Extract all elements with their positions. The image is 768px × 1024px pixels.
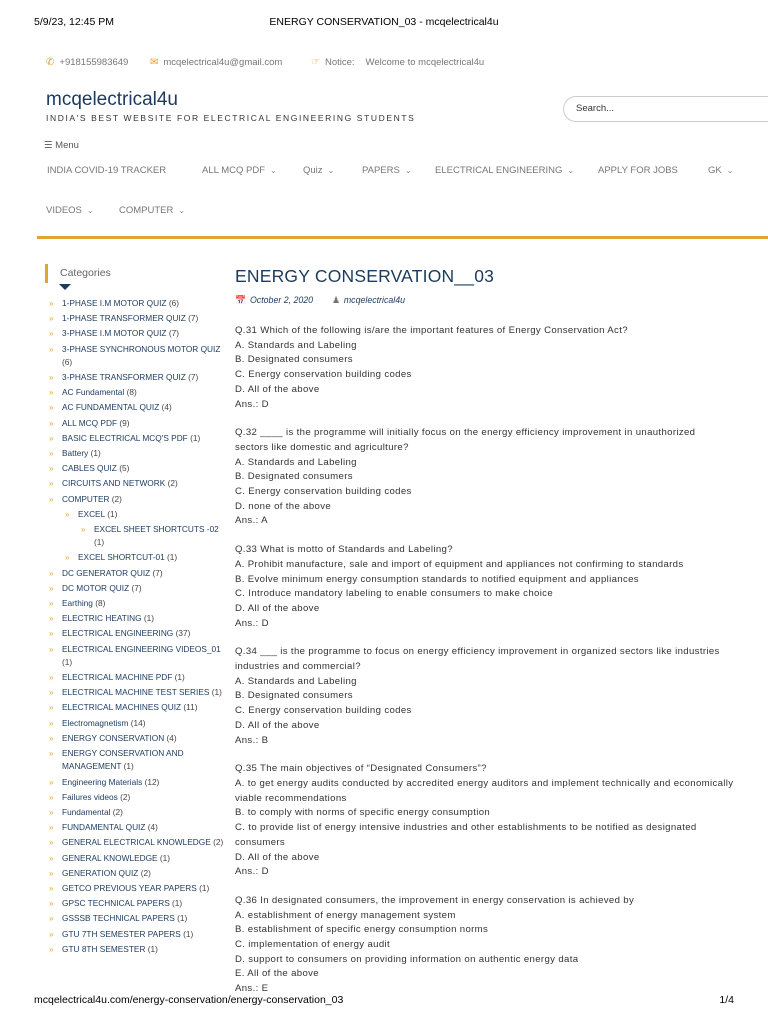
- category-label: ENERGY CONSERVATION: [62, 732, 165, 743]
- post-meta: [235, 295, 768, 306]
- category-count: (7): [188, 313, 199, 324]
- post-author[interactable]: mcqelectrical4u: [343, 295, 405, 305]
- chevron-down-icon: ⌄: [178, 206, 186, 215]
- double-chevron-right-icon: »: [49, 344, 54, 354]
- double-chevron-right-icon: »: [65, 553, 70, 563]
- double-chevron-right-icon: »: [49, 899, 54, 909]
- sidebar-category-item[interactable]: [45, 806, 225, 819]
- sidebar-category-item[interactable]: [45, 671, 225, 684]
- category-count: (14): [130, 717, 146, 728]
- category-label: 3-PHASE TRANSFORMER QUIZ: [62, 372, 186, 383]
- question-line: B. Designated consumers: [235, 471, 353, 483]
- category-label: GENERAL ELECTRICAL KNOWLEDGE: [62, 837, 211, 848]
- sidebar-category-item[interactable]: [45, 701, 225, 714]
- print-title: ENERGY CONSERVATION_03 - mcqelectrical4u: [269, 16, 499, 28]
- category-count: (12): [144, 776, 160, 787]
- category-label: Failures videos: [62, 791, 118, 802]
- question-block: [235, 426, 768, 529]
- double-chevron-right-icon: »: [49, 688, 54, 698]
- question-line: A. Standards and Labeling: [235, 675, 357, 687]
- double-chevron-right-icon: »: [49, 838, 54, 848]
- double-chevron-right-icon: »: [49, 718, 54, 728]
- sidebar-category-item[interactable]: [45, 882, 225, 895]
- site-tagline: INDIA'S BEST WEBSITE FOR ELECTRICAL ENGINEERING STUDENTS: [46, 113, 416, 123]
- double-chevron-right-icon: »: [49, 403, 54, 413]
- sidebar-category-item[interactable]: [45, 747, 225, 773]
- question-line: Q.32 ____ is the programme will initially focus on the energy efficiency improvement in unauthorized: [235, 427, 696, 439]
- question-line: E. All of the above: [235, 968, 319, 980]
- sidebar-category-item[interactable]: [45, 732, 225, 745]
- category-label: AC Fundamental: [62, 387, 125, 398]
- email-address: mcqelectrical4u@gmail.com: [163, 57, 283, 68]
- category-count: (1): [159, 852, 171, 863]
- question-block: [235, 543, 768, 631]
- category-count: (2): [111, 493, 122, 504]
- nav-item-papers[interactable]: PAPERS ⌄: [362, 165, 412, 176]
- category-label: FUNDAMENTAL QUIZ: [62, 822, 146, 833]
- sidebar-category-item[interactable]: [45, 551, 225, 564]
- category-label: 1-PHASE I.M MOTOR QUIZ: [62, 298, 167, 308]
- category-label: GENERAL KNOWLEDGE: [62, 852, 158, 863]
- question-line: Ans.: A: [235, 515, 268, 527]
- double-chevron-right-icon: »: [49, 568, 54, 578]
- sidebar-category-item[interactable]: [45, 686, 225, 699]
- category-label: GPSC TECHNICAL PAPERS: [62, 898, 170, 909]
- sidebar-category-item[interactable]: [45, 386, 225, 399]
- category-count: (7): [168, 328, 179, 339]
- nav-item-gk[interactable]: GK ⌄: [708, 165, 734, 176]
- question-line: D. support to consumers on providing information on authentic energy data: [235, 953, 579, 965]
- double-chevron-right-icon: »: [49, 494, 54, 504]
- notice: [311, 57, 484, 68]
- question-line: C. to provide list of energy intensive industries and other establishments to be notified as designated: [235, 822, 697, 834]
- question-line: Q.33 What is motto of Standards and Labeling?: [235, 544, 453, 556]
- post-date[interactable]: October 2, 2020: [249, 295, 314, 305]
- double-chevron-right-icon: »: [49, 807, 54, 817]
- category-count: (2): [140, 867, 151, 878]
- question-line: D. All of the above: [235, 383, 320, 395]
- category-count: (1): [107, 508, 118, 519]
- print-page-number: 1/4: [719, 994, 734, 1006]
- category-label: GENERATION QUIZ: [62, 867, 139, 878]
- category-label: Electromagnetism: [62, 717, 129, 728]
- thumbs-up-icon: ☞: [311, 57, 320, 68]
- chevron-down-icon: ⌄: [270, 166, 277, 175]
- sidebar-category-item[interactable]: [45, 612, 225, 625]
- category-count: (2): [120, 791, 131, 802]
- category-label: Fundamental: [62, 806, 111, 817]
- nav-item-covid-tracker[interactable]: INDIA COVID-19 TRACKER: [47, 165, 167, 176]
- category-count: (9): [119, 417, 130, 428]
- sidebar-category-item[interactable]: [45, 928, 225, 941]
- question-line: C. Energy conservation building codes: [235, 369, 412, 381]
- category-count: (7): [188, 372, 199, 383]
- question-line: B. establishment of specific energy consumption norms: [235, 924, 489, 936]
- question-line: Ans.: B: [235, 734, 269, 746]
- category-count: (1): [211, 687, 222, 698]
- double-chevron-right-icon: »: [49, 733, 54, 743]
- phone-number: +918155983649: [59, 57, 129, 68]
- phone-icon: ✆: [46, 57, 55, 68]
- nav-item-videos[interactable]: VIDEOS ⌄: [46, 205, 94, 216]
- print-date: 5/9/23, 12:45 PM: [34, 16, 114, 28]
- question-line: D. All of the above: [235, 602, 320, 614]
- double-chevron-right-icon: »: [49, 479, 54, 489]
- double-chevron-right-icon: »: [49, 777, 54, 787]
- category-count: (1): [177, 913, 188, 924]
- notice-label: Notice:: [324, 57, 355, 68]
- category-count: (1): [90, 448, 101, 459]
- sidebar-category-item[interactable]: [45, 493, 225, 506]
- double-chevron-right-icon: »: [49, 388, 54, 398]
- question-block: [235, 324, 768, 412]
- sidebar-category-item[interactable]: [45, 523, 225, 549]
- category-count: (8): [95, 598, 106, 609]
- chevron-down-icon: ⌄: [86, 206, 94, 215]
- nav-divider: [37, 236, 768, 239]
- question-line: B. Designated consumers: [235, 354, 353, 366]
- menu-toggle[interactable]: [44, 140, 79, 151]
- nav-item-computer[interactable]: COMPUTER ⌄: [119, 205, 186, 216]
- site-logo-text[interactable]: mcqelectrical4u: [46, 89, 178, 110]
- double-chevron-right-icon: »: [49, 792, 54, 802]
- sidebar-category-item[interactable]: [45, 582, 225, 595]
- question-line: Q.31 Which of the following is/are the important features of Energy Conservation Act?: [235, 325, 628, 336]
- question-line: A. Standards and Labeling: [235, 456, 357, 468]
- question-line: A. Prohibit manufacture, sale and import of equipment and appliances not confirming to standards: [235, 558, 684, 570]
- question-line: D. All of the above: [235, 851, 320, 863]
- category-label: EXCEL SHORTCUT-01: [78, 552, 165, 563]
- sidebar-category-item[interactable]: [45, 836, 225, 849]
- category-label: GSSSB TECHNICAL PAPERS: [62, 913, 175, 924]
- category-label: COMPUTER: [62, 493, 110, 504]
- category-label: ELECTRICAL MACHINE TEST SERIES: [62, 687, 210, 698]
- question-line: C. Energy conservation building codes: [235, 486, 412, 498]
- phone-contact[interactable]: [46, 57, 128, 68]
- sidebar-category-item[interactable]: [45, 371, 225, 384]
- question-line: D. All of the above: [235, 719, 320, 731]
- sidebar-category-item[interactable]: [45, 627, 225, 640]
- notice-text: Welcome to mcqelectrical4u: [365, 57, 485, 68]
- category-count: (1): [190, 432, 201, 443]
- sidebar-category-item[interactable]: [45, 327, 225, 340]
- category-label: Engineering Materials: [62, 776, 143, 787]
- category-count: (8): [126, 387, 137, 398]
- category-count: (1): [147, 943, 158, 954]
- question-line: Ans.: D: [235, 617, 269, 629]
- question-line: Q.34 ___ is the programme to focus on energy efficiency improvement in organized sectors like industries: [235, 646, 720, 658]
- sidebar-category-item[interactable]: [45, 343, 225, 369]
- calendar-icon: 📅: [235, 295, 246, 305]
- category-label: ELECTRICAL ENGINEERING VIDEOS_01: [62, 643, 221, 654]
- sidebar-category-item[interactable]: [45, 821, 225, 834]
- category-label: ELECTRIC HEATING: [62, 613, 142, 624]
- category-label: BASIC ELECTRICAL MCQ'S PDF: [62, 432, 188, 443]
- category-count: (6): [168, 298, 179, 308]
- sidebar-category-item[interactable]: [45, 791, 225, 804]
- sidebar-category-item[interactable]: [45, 643, 225, 669]
- sidebar-category-item[interactable]: [45, 508, 225, 521]
- double-chevron-right-icon: »: [49, 433, 54, 443]
- category-count: (2): [213, 837, 224, 848]
- question-line: C. Energy conservation building codes: [235, 705, 412, 717]
- question-line: C. Introduce mandatory labeling to enable consumers to make choice: [235, 588, 554, 600]
- category-count: (4): [161, 402, 172, 413]
- double-chevron-right-icon: »: [49, 329, 54, 339]
- question-line: Q.36 In designated consumers, the improvement in energy conservation is achieved by: [235, 894, 635, 906]
- double-chevron-right-icon: »: [49, 583, 54, 593]
- print-url: mcqelectrical4u.com/energy-conservation/energy-conservation_03: [34, 994, 344, 1006]
- category-count: (6): [62, 356, 73, 367]
- nav-item-all-mcq-pdf[interactable]: ALL MCQ PDF ⌄: [202, 165, 277, 176]
- hamburger-icon: ☰: [44, 140, 53, 151]
- sidebar-category-item[interactable]: [45, 462, 225, 475]
- category-count: (4): [147, 822, 158, 833]
- category-count: (2): [112, 806, 123, 817]
- question-list: [235, 324, 768, 997]
- category-label: EXCEL: [78, 508, 105, 519]
- category-label: DC MOTOR QUIZ: [62, 582, 130, 593]
- category-label: 3-PHASE SYNCHRONOUS MOTOR QUIZ: [62, 343, 221, 354]
- sidebar-category-item[interactable]: [45, 776, 225, 789]
- double-chevron-right-icon: »: [49, 464, 54, 474]
- sidebar-category-item[interactable]: [45, 717, 225, 730]
- double-chevron-right-icon: »: [49, 853, 54, 863]
- double-chevron-right-icon: »: [49, 883, 54, 893]
- category-count: (2): [167, 478, 178, 489]
- double-chevron-right-icon: »: [49, 299, 54, 308]
- question-block: [235, 762, 768, 880]
- sidebar-category-item[interactable]: [45, 447, 225, 460]
- double-chevron-right-icon: »: [49, 823, 54, 833]
- nav-item-apply-for-jobs[interactable]: APPLY FOR JOBS: [598, 165, 678, 176]
- category-label: ALL MCQ PDF: [62, 417, 118, 428]
- category-label: GETCO PREVIOUS YEAR PAPERS: [62, 882, 197, 893]
- menu-label: Menu: [55, 140, 79, 151]
- sidebar-category-item[interactable]: [45, 477, 225, 490]
- category-label: CABLES QUIZ: [62, 463, 117, 474]
- question-line: A. Standards and Labeling: [235, 339, 357, 351]
- double-chevron-right-icon: »: [49, 614, 54, 624]
- category-count: (37): [175, 628, 191, 639]
- sidebar-category-item[interactable]: [45, 297, 225, 310]
- category-count: (1): [94, 537, 105, 548]
- question-line: Q.35 The main objectives of “Designated Consumers”?: [235, 763, 487, 775]
- top-contact-bar: [46, 57, 768, 71]
- category-label: 1-PHASE TRANSFORMER QUIZ: [62, 313, 186, 324]
- question-line: sectors like domestic and agriculture?: [235, 441, 409, 453]
- question-line: D. none of the above: [235, 500, 332, 512]
- question-line: C. implementation of energy audit: [235, 939, 391, 951]
- category-count: (1): [123, 761, 134, 772]
- nav-item-electrical-engineering[interactable]: ELECTRICAL ENGINEERING ⌄: [435, 165, 575, 176]
- double-chevron-right-icon: »: [49, 418, 54, 428]
- chevron-down-icon: ⌄: [404, 166, 412, 175]
- category-label: CIRCUITS AND NETWORK: [62, 478, 166, 489]
- question-line: Ans.: E: [235, 983, 269, 995]
- category-count: (1): [62, 656, 73, 667]
- double-chevron-right-icon: »: [49, 868, 54, 878]
- chevron-down-icon: ⌄: [726, 166, 734, 175]
- category-label: ENERGY CONSERVATION AND MANAGEMENT: [62, 748, 184, 772]
- category-label: DC GENERATOR QUIZ: [62, 567, 151, 578]
- double-chevron-right-icon: »: [81, 525, 86, 535]
- page-title: ENERGY CONSERVATION__03: [235, 266, 495, 286]
- double-chevron-right-icon: »: [49, 449, 54, 459]
- post-content: [235, 266, 768, 1011]
- question-line: viable recommendations: [235, 792, 347, 804]
- category-count: (5): [119, 463, 130, 474]
- double-chevron-right-icon: »: [49, 373, 54, 383]
- category-label: GTU 8TH SEMESTER: [62, 943, 146, 954]
- category-label: GTU 7TH SEMESTER PAPERS: [62, 928, 181, 939]
- chevron-down-icon: ⌄: [327, 166, 335, 175]
- sidebar-category-item[interactable]: [45, 417, 225, 430]
- category-label: 3-PHASE I.M MOTOR QUIZ: [62, 328, 167, 339]
- question-line: A. to get energy audits conducted by accredited energy auditors and implement technically and economically: [235, 777, 734, 789]
- caret-down-icon: [59, 284, 71, 290]
- category-label: EXCEL SHEET SHORTCUTS -02: [94, 524, 219, 535]
- nav-item-quiz[interactable]: Quiz ⌄: [303, 165, 335, 176]
- sidebar-category-item[interactable]: [45, 912, 225, 925]
- question-line: B. Evolve minimum energy consumption standards to notified equipment and appliances: [235, 573, 639, 585]
- envelope-icon: ✉: [150, 57, 159, 68]
- question-line: B. to comply with norms of specific energy consumption: [235, 807, 491, 819]
- double-chevron-right-icon: »: [49, 599, 54, 609]
- category-label: ELECTRICAL ENGINEERING: [62, 628, 174, 639]
- category-count: (1): [167, 552, 178, 563]
- user-icon: ♟: [331, 295, 340, 305]
- double-chevron-right-icon: »: [49, 944, 54, 954]
- sidebar-category-item[interactable]: [45, 597, 225, 610]
- category-count: (1): [183, 928, 194, 939]
- double-chevron-right-icon: »: [49, 629, 54, 639]
- category-label: AC FUNDAMENTAL QUIZ: [62, 402, 160, 413]
- print-header: [34, 16, 734, 30]
- sidebar-category-item[interactable]: [45, 312, 225, 325]
- category-count: (4): [166, 732, 177, 743]
- sidebar-category-item[interactable]: [45, 897, 225, 910]
- category-label: ELECTRICAL MACHINE PDF: [62, 672, 173, 683]
- category-label: ELECTRICAL MACHINES QUIZ: [62, 702, 182, 713]
- category-label: Battery: [62, 448, 89, 459]
- category-label: Earthing: [62, 598, 93, 609]
- category-count: (11): [183, 702, 198, 713]
- question-line: Ans.: D: [235, 398, 269, 410]
- double-chevron-right-icon: »: [49, 703, 54, 713]
- double-chevron-right-icon: »: [49, 314, 54, 324]
- category-count: (7): [152, 567, 163, 578]
- double-chevron-right-icon: »: [49, 673, 54, 683]
- question-line: B. Designated consumers: [235, 690, 353, 702]
- question-line: Ans.: D: [235, 866, 269, 878]
- category-count: (1): [172, 898, 183, 909]
- double-chevron-right-icon: »: [49, 914, 54, 924]
- sidebar-category-item[interactable]: [45, 867, 225, 880]
- category-count: (1): [174, 672, 185, 683]
- question-block: [235, 894, 768, 997]
- email-contact[interactable]: [150, 57, 282, 68]
- double-chevron-right-icon: »: [49, 749, 54, 759]
- sidebar-category-item[interactable]: [45, 943, 225, 956]
- categories-title: Categories: [45, 264, 111, 283]
- double-chevron-right-icon: »: [49, 644, 54, 654]
- sidebar-category-item[interactable]: [45, 567, 225, 580]
- chevron-down-icon: ⌄: [567, 166, 575, 175]
- category-count: (1): [199, 882, 210, 893]
- question-line: industries and commercial?: [235, 661, 361, 673]
- question-line: A. establishment of energy management system: [235, 909, 456, 921]
- sidebar-category-item[interactable]: [45, 432, 225, 445]
- sidebar-category-item[interactable]: [45, 852, 225, 865]
- category-list: [45, 297, 225, 958]
- double-chevron-right-icon: »: [49, 929, 54, 939]
- category-count: (1): [143, 613, 155, 624]
- question-line: consumers: [235, 836, 286, 848]
- question-block: [235, 645, 768, 748]
- sidebar-category-item[interactable]: [45, 401, 225, 414]
- search-input[interactable]: Search...: [563, 96, 768, 122]
- double-chevron-right-icon: »: [65, 509, 70, 519]
- category-count: (7): [131, 582, 142, 593]
